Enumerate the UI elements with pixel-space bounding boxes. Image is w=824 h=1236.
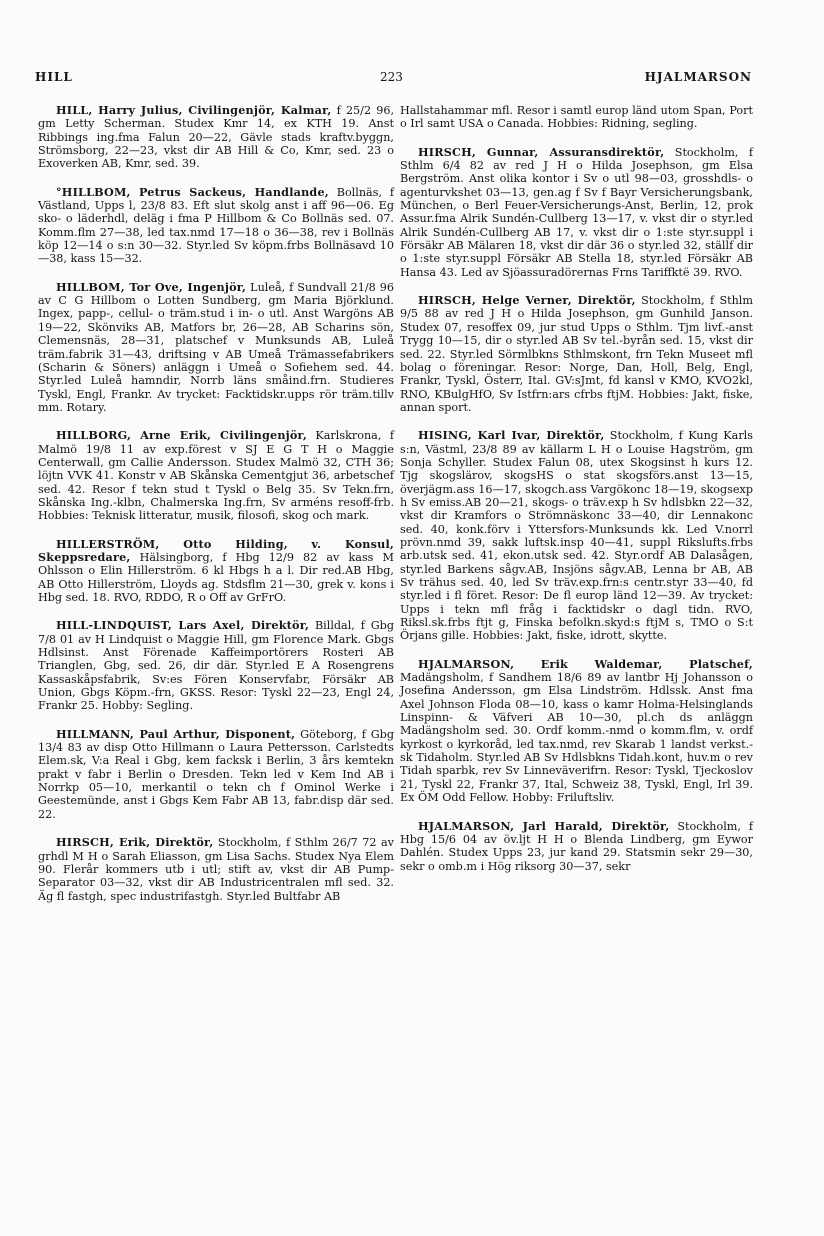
entry-text: Billdal, f Gbg 7/8 01 av H Lindquist o Maggie Hill, gm Florence Mark. Gbgs Hdlsinst. Anst Förenade Kaffeimportörers Rosteri AB Trianglen, Gbg, sed. 26, dir där. Styr.led E A Rosengrens Kassaskåpsfabrik, Sv:es Fören Konservfabr, Försäkr AB Union, Gbgs Köpm.-frn, GKSS. Resor: Tyskl 22—23, Engl 24, Frankr 25. Hobby: Segling. <box>38 619 394 713</box>
entry-heading: HILL, Harry Julius, Civilingenjör, Kalmar, <box>56 103 332 117</box>
biography-entry <box>38 429 394 522</box>
entry-text: Hallstahammar mfl. Resor i samtl europ länd utom Span, Port o Irl samt USA o Canada. Hobbies: Ridning, segling. <box>400 104 753 131</box>
biography-entry <box>400 658 753 805</box>
entry-text: Madängsholm, f Sandhem 18/6 89 av lantbr Hj Johansson o Josefina Andersson, gm Elsa Lindström. Hdlssk. Anst fma Axel Johnson Floda 08—10, kass o kamr Holma-Helsinglands Linspinn- & Väfveri AB 10—30, pl.ch ds anläggn Madängsholm sed. 30. Ordf komm.-nmd o komm.flm, v. ordf kyrkost o kyrkoråd, led tax.nmd, rev Skarab 1 landst verkst.-sk Tidaholm. Styr.led AB Sv Hdlsbkns Tidah.kont, huv.m o rev Tidah sparbk, rev Sv Linneväverifrn. Resor: Tyskl, Tjeckoslov 21, Tyskl 22, Frankr 37, Ital, Schweiz 38, Tyskl, Engl, Irl 39. Ex ÖM Odd Fellow. Hobby: Friluftsliv. <box>400 671 753 805</box>
page-number: 223 <box>380 70 403 84</box>
biography-entry <box>400 146 753 279</box>
entry-text: Stockholm, f Hbg 15/6 04 av öv.ljt H H o Blenda Lindberg, gm Eywor Dahlén. Studex Upps 23, jur kand 29. Statsmin sekr 29—30, sekr o omb.m i Hög riksorg 30—37, sekr <box>400 819 753 873</box>
biography-entry <box>400 429 753 643</box>
running-head-right: HJALMARSON <box>644 70 752 84</box>
entry-text: Karlskrona, f Malmö 19/8 11 av exp.förest v SJ E G T H o Maggie Centerwall, gm Callie Andersson. Studex Malmö 32, CTH 36; löjtn VVK 41. Konstr v AB Skånska Cementgjut 36, arbetschef sed. 42. Resor f tekn stud t Tyskl o Belg 35. Sv Tekn.frn, Skånska Ing.-klbn, Chalmerska Ing.frn, Sv arméns resoff-frb. Hobbies: Teknisk litteratur, musik, filosofi, skog och mark. <box>38 429 394 523</box>
biography-entry <box>38 104 394 171</box>
biography-entry <box>38 728 394 821</box>
biography-entry <box>400 820 753 873</box>
entry-text: Stockholm, f Kung Karls s:n, Västml, 23/8 89 av källarm L H o Louise Hagström, gm Sonja Schyller. Studex Falun 08, utex Skogsinst h kurs 12. Tjg skogslärov, skogsHS o stat skogsförs.anst 13—15, överjägm.ass 16—17, skogch.ass Vargökonc 18—19, skogsexp h Sv emiss.AB 20—21, skogs- o träv.exp h Sv hdlsbkn 22—32, vkst dir Kramfors o Strömnäskonc 33—40, dir Lennakonc sed. 40, konk.förv i Yttersfors-Munksunds kk. Led V.norrl prövn.nmd 39, sakk luftsk.insp 40—41, suppl Rikslufts.frbs arb.utsk sed. 41, ekon.utsk sed. 42. Styr.ordf AB Dalasågen, styr.led Barkens sågv.AB, Insjöns sågv.AB, Lenna br AB, AB Sv trähus sed. 40, led Sv träv.exp.frn:s centr.styr 33—40, fd styr.led i fl föret. Resor: De fl europ länd 12—39. Av trycket: Upps i tekn mfl fråg i facktidskr o dagl tidn. RVO, Riksl.sk.frbs ftjt g, Finska befolkn.skyd:s ftjM s, TMO o S:t Örjans gille. Hobbies: Jakt, fiske, idrott, skytte. <box>400 429 753 643</box>
entry-heading: HILLERSTRÖM, Otto Hilding, v. Konsul, Skeppsredare, <box>38 536 394 564</box>
entry-heading: HIRSCH, Gunnar, Assuransdirektör, <box>418 144 665 159</box>
biography-entry <box>38 281 394 414</box>
entry-text: Bollnäs, f Västland, Upps l, 23/8 83. Eft slut skolg anst i aff 96—06. Eg sko- o läderhdl, deläg i fma P Hillbom & Co Bollnäs sed. 07. Komm.flm 27—38, led tax.nmd 17—18 o 36—38, rev i Bollnäs köp 12—14 o s:n 30—32. Styr.led Sv köpm.frbs Bollnäsavd 10—38, kass 15—32. <box>38 185 394 266</box>
entry-heading: HJALMARSON, Erik Waldemar, Platschef, <box>418 656 753 671</box>
biography-entry <box>400 294 753 414</box>
entry-text: Stockholm, f Sthlm 6/4 82 av red J H o Hilda Josephson, gm Elsa Bergström. Anst olika kontor i Sv o utl 98—03, grosshdls- o agenturvkshet 03—13, gen.ag f Sv f Bayr Versicherungsbank, München, o Berl Feuer-Versicherungs-Anst, Berlin, 12, prok Assur.fma Alrik Sundén-Cullberg 13—17, v. vkst dir o styr.led Alrik Sundén-Cullberg AB 17, v. vkst dir o 1:ste styr.suppl i Försäkr AB Mälaren 18, vkst dir där 36 o styr.led 32, ställf dir o 1:ste styr.suppl Försäkr AB Stella 18, styr.led Försäkr AB Hansa 43. Led av Sjöassuradörernas Frns Tariffktë 39. RVO. <box>400 145 753 279</box>
entry-heading: HISING, Karl Ivar, Direktör, <box>418 428 605 443</box>
entry-text: f 25/2 96, gm Letty Scherman. Studex Kmr 14, ex KTH 19. Anst Ribbings ing.fma Falun 20—22, Gävle stads kraftv.byggn, Strömsborg, 22—23, vkst dir AB Hill & Co, Kmr, sed. 23 o Exoverken AB, Kmr, sed. 39. <box>38 104 395 171</box>
entry-heading: HIRSCH, Erik, Direktör, <box>56 835 214 850</box>
entry-heading: HILL-LINDQUIST, Lars Axel, Direktör, <box>56 618 310 633</box>
entry-heading: HILLBORG, Arne Erik, Civilingenjör, <box>56 428 307 443</box>
entry-heading: HILLMANN, Paul Arthur, Disponent, <box>56 726 296 741</box>
entry-text: Stockholm, f Sthlm 9/5 88 av red J H o Hilda Josephson, gm Gunhild Janson. Studex 07, resoffex 09, jur stud Upps o Sthlm. Tjm livf.-anst Trygg 10—15, dir o styr.led AB Sv tel.-byrån sed. 15, vkst dir sed. 22. Styr.led Sörmlbkns Sthlmskont, frn Tekn Museet mfl bolag o föreningar. Resor: Norge, Dan, Holl, Belg, Engl, Frankr, Tyskl, Österr, Ital. GV:sJmt, fd kansl v KMO, KVO2kl, RNO, KBulgHfO, Sv Istfrn:ars cfrbs ftjM. Hobbies: Jakt, fiske, annan sport. <box>400 294 753 414</box>
left-column <box>38 104 394 918</box>
biography-entry <box>38 186 394 266</box>
biography-entry <box>38 836 394 903</box>
entry-heading: °HILLBOM, Petrus Sackeus, Handlande, <box>56 184 329 199</box>
biography-entry-continuation <box>400 104 753 131</box>
entry-text: Luleå, f Sundvall 21/8 96 av C G Hillbom o Lotten Sundberg, gm Maria Björklund. Ingex, papp-, cellul- o träm.stud i in- o utl. Anst Wargöns AB 19—22, Skönviks AB, Matfors br, 26—28, AB Scharins sön, Clemensnäs, 28—31, platschef v Munksunds AB, Luleå träm.fabrik 31—43, driftsing v AB Umeå Trämassefabrikers (Scharin & Söners) anläggn i Umeå o Sofiehem sed. 44. Styr.led Luleå hamndir, Norrb läns småind.frn. Studieres Tyskl, Engl, Frankr. Av trycket: Facktidskr.upps rör träm.tillv mm. Rotary. <box>38 280 394 414</box>
entry-heading: HIRSCH, Helge Verner, Direktör, <box>418 293 636 308</box>
running-head-left: HILL <box>35 70 73 84</box>
entry-text: Hälsingborg, f Hbg 12/9 82 av kass M Ohlsson o Elin Hillerström. 6 kl Hbgs h a l. Dir red.AB Hbg, AB Otto Hillerström, Lloyds ag. Stdsflm 21—30, grek v. kons i Hbg sed. 18. RVO, RDDO, R o Off av GrFrO. <box>38 550 394 604</box>
entry-heading: HJALMARSON, Jarl Harald, Direktör, <box>418 818 670 833</box>
biography-entry <box>38 619 394 712</box>
right-column <box>400 104 753 888</box>
biography-entry <box>38 538 394 605</box>
entry-text: Göteborg, f Gbg 13/4 83 av disp Otto Hillmann o Laura Pettersson. Carlstedts Elem.sk, V:a Real i Gbg, kem facksk i Berlin, 3 års kemtekn prakt v fabr i Berlin o Dresden. Tekn led v Kem Ind AB i Norrkp 05—10, merkantil o tekn ch f Ominol Werke i Geestemünde, anst i Gbgs Kem Fabr AB 13, fabr.disp där sed. 22. <box>38 727 394 821</box>
entry-text: Stockholm, f Sthlm 26/7 72 av grhdl M H o Sarah Eliasson, gm Lisa Sachs. Studex Nya Elem 90. Flerår kommers utb i utl; stift av, vkst dir AB Pump-Separator 03—32, vkst dir AB Industricentralen mfl sed. 32. Äg fl fastgh, spec industrifastgh. Styr.led Bultfabr AB <box>38 836 394 903</box>
entry-heading: HILLBOM, Tor Ove, Ingenjör, <box>56 279 247 294</box>
